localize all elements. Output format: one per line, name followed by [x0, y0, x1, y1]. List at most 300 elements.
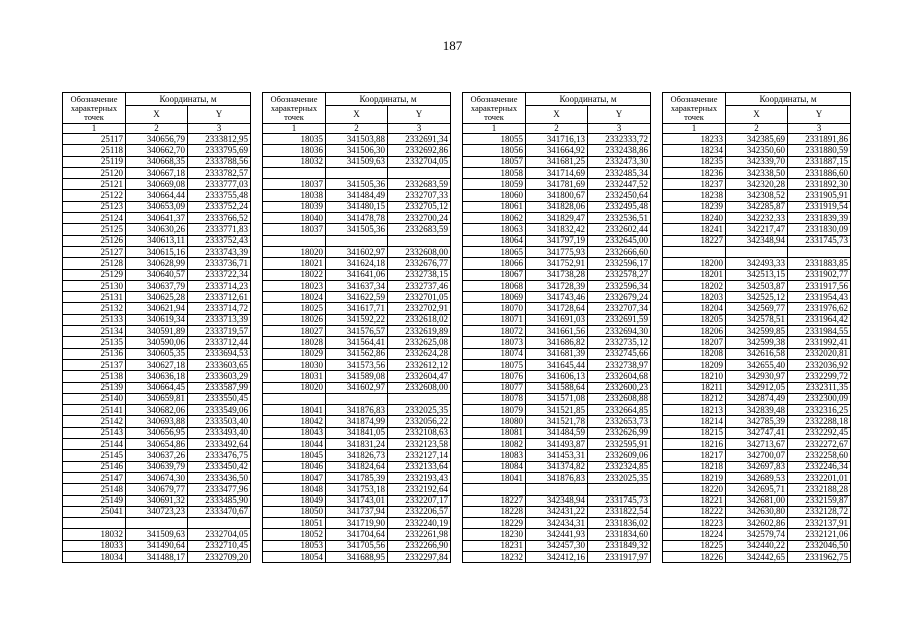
y-coord-cell: 2333714,23	[188, 280, 251, 291]
table-row	[663, 529, 851, 540]
x-coord-cell: 340630,26	[126, 224, 188, 235]
y-coord-cell: 2332133,64	[388, 461, 451, 472]
point-id-cell	[663, 246, 726, 257]
table-row	[263, 156, 451, 167]
x-coord-cell: 342616,58	[726, 348, 788, 359]
x-coord-cell: 341737,94	[326, 506, 388, 517]
x-coord-cell: 341493,87	[526, 439, 588, 450]
x-coord-cell: 340693,88	[126, 416, 188, 427]
table-row	[263, 405, 451, 416]
table-row	[663, 190, 851, 201]
table-row	[63, 551, 251, 562]
point-id-cell: 18044	[263, 439, 326, 450]
y-coord-cell: 2332679,24	[588, 292, 651, 303]
point-id-cell: 18034	[63, 551, 126, 562]
point-id-cell: 25139	[63, 382, 126, 393]
y-coord-cell: 2332604,47	[388, 371, 451, 382]
point-id-cell: 18061	[463, 201, 526, 212]
y-coord-cell: 2332578,27	[588, 269, 651, 280]
table-row	[463, 326, 651, 337]
x-coord-cell: 342700,07	[726, 450, 788, 461]
y-coord-cell: 2332664,85	[588, 405, 651, 416]
x-coord-cell: 340590,06	[126, 337, 188, 348]
table-row	[463, 484, 651, 495]
x-coord-cell: 341714,69	[526, 167, 588, 178]
x-coord-cell: 342440,22	[726, 540, 788, 551]
point-id-cell: 25135	[63, 337, 126, 348]
x-coord-cell: 341564,41	[326, 337, 388, 348]
x-coord-cell: 340656,95	[126, 427, 188, 438]
x-coord-cell: 341637,34	[326, 280, 388, 291]
table-row	[63, 472, 251, 483]
point-id-cell: 18226	[663, 551, 726, 562]
x-coord-cell: 340656,79	[126, 134, 188, 145]
table-row	[463, 371, 651, 382]
y-coord-cell: 2331887,15	[788, 156, 851, 167]
table-row	[263, 179, 451, 190]
x-coord-cell: 341681,39	[526, 348, 588, 359]
y-coord-cell: 2332595,91	[588, 439, 651, 450]
y-coord-cell: 2332625,08	[388, 337, 451, 348]
table-row	[463, 551, 651, 562]
y-coord-cell: 2332707,33	[388, 190, 451, 201]
x-coord-cell: 342338,50	[726, 167, 788, 178]
y-coord-cell: 2332604,68	[588, 371, 651, 382]
point-id-cell: 25120	[63, 167, 126, 178]
y-coord-cell: 2332609,06	[588, 450, 651, 461]
page-number: 187	[442, 38, 463, 53]
x-coord-cell: 341602,97	[326, 382, 388, 393]
x-coord-cell: 341832,42	[526, 224, 588, 235]
x-coord-cell: 340637,26	[126, 450, 188, 461]
point-id-cell: 18232	[463, 551, 526, 562]
y-coord-cell: 2332707,34	[588, 303, 651, 314]
x-coord-cell: 342681,00	[726, 495, 788, 506]
y-coord-cell: 2333714,72	[188, 303, 251, 314]
x-coord-cell: 340605,35	[126, 348, 188, 359]
x-coord-cell: 340627,18	[126, 359, 188, 370]
table-row	[63, 416, 251, 427]
y-coord-cell: 2333771,83	[188, 224, 251, 235]
y-coord-cell: 2332159,87	[788, 495, 851, 506]
point-id-cell: 18071	[463, 314, 526, 325]
table-row	[463, 303, 651, 314]
header-x: X	[526, 106, 588, 124]
table-row	[263, 540, 451, 551]
y-coord-cell: 2332272,67	[788, 439, 851, 450]
y-coord-cell: 2332683,59	[388, 224, 451, 235]
x-coord-cell	[726, 246, 788, 257]
table-row	[63, 201, 251, 212]
y-coord-cell: 2332447,52	[588, 179, 651, 190]
y-coord-cell: 2332691,34	[388, 134, 451, 145]
y-coord-cell: 2333492,64	[188, 439, 251, 450]
x-coord-cell: 340664,45	[126, 382, 188, 393]
table-row	[263, 529, 451, 540]
y-coord-cell: 2332701,05	[388, 292, 451, 303]
y-coord-cell: 2332299,72	[788, 371, 851, 382]
point-id-cell: 18082	[463, 439, 526, 450]
point-id-cell: 18229	[463, 518, 526, 529]
point-id-cell: 25126	[63, 235, 126, 246]
table-row	[663, 348, 851, 359]
x-coord-cell: 342503,87	[726, 280, 788, 291]
x-coord-cell: 341573,56	[326, 359, 388, 370]
x-coord-cell: 342630,80	[726, 506, 788, 517]
table-row	[663, 450, 851, 461]
point-id-cell: 25143	[63, 427, 126, 438]
point-id-cell: 18209	[663, 359, 726, 370]
point-id-cell: 25134	[63, 326, 126, 337]
x-coord-cell: 342747,41	[726, 427, 788, 438]
table-row	[663, 382, 851, 393]
x-coord-cell: 341728,39	[526, 280, 588, 291]
x-coord-cell: 342412,16	[526, 551, 588, 562]
header-coords-label: Координаты, м	[726, 93, 851, 106]
header-coords-label: Координаты, м	[326, 93, 451, 106]
x-coord-cell: 341705,56	[326, 540, 388, 551]
x-coord-cell: 341688,95	[326, 551, 388, 562]
y-coord-cell: 2332626,99	[588, 427, 651, 438]
y-coord-cell: 2332676,77	[388, 258, 451, 269]
y-coord-cell: 2332745,66	[588, 348, 651, 359]
point-id-cell: 25129	[63, 269, 126, 280]
y-coord-cell: 2332738,97	[588, 359, 651, 370]
x-coord-cell: 341874,99	[326, 416, 388, 427]
table-row	[663, 201, 851, 212]
x-coord-cell: 340723,23	[126, 506, 188, 517]
y-coord-cell: 2331849,32	[588, 540, 651, 551]
table-row	[463, 145, 651, 156]
point-id-cell	[63, 518, 126, 529]
header-y: Y	[788, 106, 851, 124]
table-row	[63, 224, 251, 235]
y-coord-cell: 2332624,28	[388, 348, 451, 359]
point-id-cell: 25041	[63, 506, 126, 517]
point-id-cell: 18203	[663, 292, 726, 303]
point-id-cell: 18076	[463, 371, 526, 382]
y-coord-cell: 2332653,73	[588, 416, 651, 427]
y-coord-cell: 2333450,42	[188, 461, 251, 472]
y-coord-cell: 2332737,46	[388, 280, 451, 291]
y-coord-cell: 2332666,60	[588, 246, 651, 257]
table-row	[263, 393, 451, 404]
table-row	[63, 292, 251, 303]
point-id-cell: 18028	[263, 337, 326, 348]
x-coord-cell: 340667,18	[126, 167, 188, 178]
x-coord-cell: 340659,81	[126, 393, 188, 404]
coordinates-table	[62, 92, 251, 563]
x-coord-cell: 340621,94	[126, 303, 188, 314]
table-row	[663, 551, 851, 562]
column-number: 1	[663, 124, 726, 134]
point-id-cell: 18043	[263, 427, 326, 438]
y-coord-cell: 2332704,05	[188, 529, 251, 540]
x-coord-cell: 341753,18	[326, 484, 388, 495]
y-coord-cell: 2332188,28	[788, 484, 851, 495]
point-id-cell: 18228	[463, 506, 526, 517]
point-id-cell: 18029	[263, 348, 326, 359]
column-number: 2	[326, 124, 388, 134]
point-id-cell: 18227	[663, 235, 726, 246]
table-row	[663, 235, 851, 246]
point-id-cell: 25123	[63, 201, 126, 212]
table-row	[663, 495, 851, 506]
table-row	[463, 156, 651, 167]
x-coord-cell: 341781,69	[526, 179, 588, 190]
table-row	[263, 280, 451, 291]
point-id-cell: 18068	[463, 280, 526, 291]
x-coord-cell: 340591,89	[126, 326, 188, 337]
y-coord-cell: 2332127,14	[388, 450, 451, 461]
x-coord-cell: 341719,90	[326, 518, 388, 529]
y-coord-cell: 2331834,60	[588, 529, 651, 540]
y-coord-cell: 2331839,39	[788, 213, 851, 224]
y-coord-cell: 2331905,91	[788, 190, 851, 201]
table-row	[663, 439, 851, 450]
y-coord-cell: 2333550,45	[188, 393, 251, 404]
y-coord-cell: 2332297,84	[388, 551, 451, 562]
point-id-cell: 18075	[463, 359, 526, 370]
table-row	[463, 540, 651, 551]
y-coord-cell: 2332438,86	[588, 145, 651, 156]
point-id-cell: 18022	[263, 269, 326, 280]
x-coord-cell: 342695,71	[726, 484, 788, 495]
x-coord-cell: 341480,15	[326, 201, 388, 212]
x-coord-cell: 342599,38	[726, 337, 788, 348]
table-row	[463, 495, 651, 506]
y-coord-cell: 2332240,19	[388, 518, 451, 529]
table-row	[263, 472, 451, 483]
x-coord-cell: 342655,40	[726, 359, 788, 370]
table-row	[263, 190, 451, 201]
table-row	[463, 314, 651, 325]
header-coords-label: Координаты, м	[126, 93, 251, 106]
point-id-cell: 25121	[63, 179, 126, 190]
y-coord-cell	[388, 167, 451, 178]
y-coord-cell: 2333782,57	[188, 167, 251, 178]
x-coord-cell: 341576,57	[326, 326, 388, 337]
y-coord-cell: 2333766,52	[188, 213, 251, 224]
y-coord-cell: 2333736,71	[188, 258, 251, 269]
y-coord-cell: 2331962,75	[788, 551, 851, 562]
table-row	[263, 337, 451, 348]
point-id-cell: 18070	[463, 303, 526, 314]
x-coord-cell: 340662,70	[126, 145, 188, 156]
point-id-cell: 18227	[463, 495, 526, 506]
table-row	[263, 213, 451, 224]
point-id-cell: 18219	[663, 472, 726, 483]
header-x: X	[126, 106, 188, 124]
y-coord-cell: 2331964,42	[788, 314, 851, 325]
table-row	[663, 167, 851, 178]
point-id-cell: 18048	[263, 484, 326, 495]
point-id-cell: 18042	[263, 416, 326, 427]
x-coord-cell: 340613,11	[126, 235, 188, 246]
x-coord-cell: 342513,15	[726, 269, 788, 280]
x-coord-cell: 340682,06	[126, 405, 188, 416]
point-id-cell: 18062	[463, 213, 526, 224]
x-coord-cell	[126, 518, 188, 529]
table-row	[663, 472, 851, 483]
column-number: 1	[463, 124, 526, 134]
x-coord-cell: 342599,85	[726, 326, 788, 337]
y-coord-cell: 2333476,75	[188, 450, 251, 461]
y-coord-cell: 2332596,34	[588, 280, 651, 291]
y-coord-cell	[588, 484, 651, 495]
x-coord-cell: 342930,97	[726, 371, 788, 382]
y-coord-cell: 2333795,69	[188, 145, 251, 156]
point-id-cell: 25125	[63, 224, 126, 235]
y-coord-cell: 2333485,90	[188, 495, 251, 506]
x-coord-cell	[526, 484, 588, 495]
y-coord-cell: 2332206,57	[388, 506, 451, 517]
x-coord-cell: 342874,49	[726, 393, 788, 404]
point-id-cell: 25124	[63, 213, 126, 224]
point-id-cell: 25130	[63, 280, 126, 291]
x-coord-cell: 341775,93	[526, 246, 588, 257]
point-id-cell: 18053	[263, 540, 326, 551]
y-coord-cell: 2332261,98	[388, 529, 451, 540]
y-coord-cell	[388, 235, 451, 246]
y-coord-cell: 2332619,89	[388, 326, 451, 337]
point-id-cell: 18084	[463, 461, 526, 472]
y-coord-cell	[388, 393, 451, 404]
y-coord-cell: 2332311,35	[788, 382, 851, 393]
table-row	[63, 382, 251, 393]
x-coord-cell: 341521,78	[526, 416, 588, 427]
point-id-cell: 18200	[663, 258, 726, 269]
point-id-cell: 18074	[463, 348, 526, 359]
x-coord-cell: 341841,05	[326, 427, 388, 438]
point-id-cell: 18210	[663, 371, 726, 382]
x-coord-cell: 341589,08	[326, 371, 388, 382]
point-id-cell: 18083	[463, 450, 526, 461]
x-coord-cell: 341592,22	[326, 314, 388, 325]
point-id-cell: 25142	[63, 416, 126, 427]
column-number: 1	[63, 124, 126, 134]
point-id-cell: 25117	[63, 134, 126, 145]
x-coord-cell: 342217,47	[726, 224, 788, 235]
point-id-cell: 18218	[663, 461, 726, 472]
table-row	[663, 292, 851, 303]
table-row	[63, 439, 251, 450]
point-id-cell: 18073	[463, 337, 526, 348]
y-coord-cell: 2331745,73	[788, 235, 851, 246]
x-coord-cell: 341505,36	[326, 179, 388, 190]
point-id-cell: 25128	[63, 258, 126, 269]
x-coord-cell: 342348,94	[526, 495, 588, 506]
point-id-cell: 18054	[263, 551, 326, 562]
y-coord-cell: 2333436,50	[188, 472, 251, 483]
y-coord-cell: 2332692,86	[388, 145, 451, 156]
y-coord-cell: 2331917,56	[788, 280, 851, 291]
header-point-label: Обозначение характерных точек	[263, 93, 326, 124]
point-id-cell: 18206	[663, 326, 726, 337]
point-id-cell	[263, 393, 326, 404]
table-row	[463, 461, 651, 472]
y-coord-cell: 2332266,90	[388, 540, 451, 551]
table-row	[63, 269, 251, 280]
point-id-cell: 18211	[663, 382, 726, 393]
table-row	[463, 269, 651, 280]
table-row	[663, 359, 851, 370]
table-row	[263, 359, 451, 370]
table-row	[63, 134, 251, 145]
y-coord-cell: 2332608,88	[588, 393, 651, 404]
table-row	[263, 461, 451, 472]
x-coord-cell: 341704,64	[326, 529, 388, 540]
point-id-cell: 25145	[63, 450, 126, 461]
point-id-cell: 18208	[663, 348, 726, 359]
x-coord-cell: 341824,64	[326, 461, 388, 472]
table-row	[63, 348, 251, 359]
table-row	[663, 506, 851, 517]
y-coord-cell: 2331992,41	[788, 337, 851, 348]
table-row	[463, 292, 651, 303]
y-coord-cell: 2333603,65	[188, 359, 251, 370]
point-id-cell: 18201	[663, 269, 726, 280]
x-coord-cell: 341831,24	[326, 439, 388, 450]
table-row	[63, 359, 251, 370]
y-coord-cell: 2332288,18	[788, 416, 851, 427]
y-coord-cell: 2333777,03	[188, 179, 251, 190]
table-row	[63, 393, 251, 404]
y-coord-cell: 2332193,43	[388, 472, 451, 483]
x-coord-cell: 342442,65	[726, 551, 788, 562]
point-id-cell: 18234	[663, 145, 726, 156]
x-coord-cell: 341505,36	[326, 224, 388, 235]
table-row	[63, 450, 251, 461]
y-coord-cell: 2333752,43	[188, 235, 251, 246]
point-id-cell: 18066	[463, 258, 526, 269]
point-id-cell: 18021	[263, 258, 326, 269]
y-coord-cell: 2331892,30	[788, 179, 851, 190]
point-id-cell: 18205	[663, 314, 726, 325]
point-id-cell: 18049	[263, 495, 326, 506]
x-coord-cell: 341828,06	[526, 201, 588, 212]
table-row	[463, 213, 651, 224]
point-id-cell: 18081	[463, 427, 526, 438]
point-id-cell: 18023	[263, 280, 326, 291]
table-row	[63, 405, 251, 416]
point-id-cell: 18212	[663, 393, 726, 404]
y-coord-cell: 2332020,81	[788, 348, 851, 359]
x-coord-cell: 342713,67	[726, 439, 788, 450]
x-coord-cell: 340664,44	[126, 190, 188, 201]
y-coord-cell: 2333712,61	[188, 292, 251, 303]
table-row	[663, 416, 851, 427]
table-row	[663, 145, 851, 156]
x-coord-cell: 341728,64	[526, 303, 588, 314]
x-coord-cell: 342350,60	[726, 145, 788, 156]
y-coord-cell: 2332025,35	[388, 405, 451, 416]
y-coord-cell: 2332333,72	[588, 134, 651, 145]
point-id-cell: 18056	[463, 145, 526, 156]
x-coord-cell: 341622,59	[326, 292, 388, 303]
x-coord-cell: 342578,51	[726, 314, 788, 325]
table-row	[263, 145, 451, 156]
x-coord-cell: 342569,77	[726, 303, 788, 314]
x-coord-cell: 342308,52	[726, 190, 788, 201]
x-coord-cell: 341743,01	[326, 495, 388, 506]
point-id-cell: 18233	[663, 134, 726, 145]
point-id-cell: 18236	[663, 167, 726, 178]
point-id-cell: 18065	[463, 246, 526, 257]
point-id-cell: 25119	[63, 156, 126, 167]
x-coord-cell: 342525,12	[726, 292, 788, 303]
y-coord-cell: 2332694,30	[588, 326, 651, 337]
